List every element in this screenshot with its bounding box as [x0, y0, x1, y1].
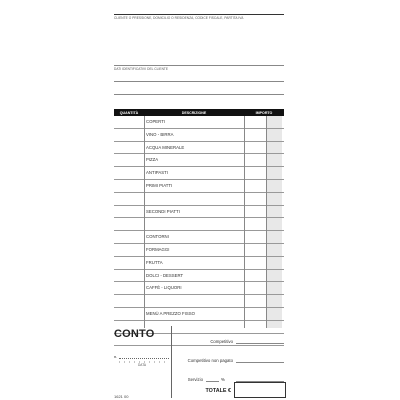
item-label: CONTORNI	[146, 234, 169, 240]
date-line	[119, 358, 169, 359]
date-label: DATA	[138, 363, 147, 367]
competitivo-label: Competitivo	[210, 339, 233, 344]
table-row	[114, 167, 284, 180]
amount-divider	[266, 116, 267, 328]
table-row	[114, 270, 284, 283]
number-label: n.	[114, 354, 118, 359]
description-divider	[244, 116, 245, 328]
table-row	[114, 142, 284, 155]
servizio-percent-line	[206, 381, 219, 382]
table-row	[114, 257, 284, 270]
item-label: FRUTTA	[146, 259, 163, 265]
column-header-amount: IMPORTO	[255, 110, 273, 115]
item-label: FORMAGGI	[146, 246, 170, 252]
client-rule-1	[114, 81, 284, 82]
item-rows	[114, 116, 284, 346]
item-label: COPERTI	[146, 119, 166, 124]
item-label: ANTIPASTI	[146, 170, 168, 176]
issuer-rule	[114, 65, 284, 66]
client-rule-2	[114, 94, 284, 95]
total-box	[234, 382, 286, 398]
table-row	[114, 116, 284, 129]
table-row	[114, 206, 284, 219]
item-label: CAFFÈ - LIQUORI	[146, 285, 182, 291]
totals-box	[171, 326, 285, 398]
table-row	[114, 231, 284, 244]
percent-sign: %	[221, 377, 225, 382]
issuer-caption: CLIENTE O PRESSIONE, DOMICILIO O RESIDENZA, CODICE FISCALE, PARTITA IVA	[114, 15, 244, 20]
item-label: SECONDI PIATTI	[146, 208, 180, 214]
table-row	[114, 129, 284, 142]
restaurant-bill-form	[114, 14, 284, 399]
competitivo-non-pagato-line	[236, 362, 284, 363]
table-row	[114, 295, 284, 308]
table-row	[114, 193, 284, 206]
table-row	[114, 180, 284, 193]
table-row	[114, 244, 284, 257]
total-label: TOTALE €	[205, 388, 231, 394]
column-header-qty: QUANTITÀ	[119, 110, 139, 115]
item-label: PIZZA	[146, 157, 159, 163]
column-header-description: DESCRIZIONE	[181, 110, 207, 115]
bill-title: CONTO	[114, 328, 155, 340]
item-label: VINO - BIRRA	[146, 131, 174, 137]
client-caption: DATI IDENTIFICATIVI DEL CLIENTE	[114, 67, 169, 71]
table-row	[114, 282, 284, 295]
form-code: 1621 00	[114, 394, 129, 399]
item-label: PRIMI PIATTI	[146, 182, 173, 188]
item-label: ACQUA MINERALE	[146, 144, 185, 150]
qty-divider	[144, 116, 145, 328]
table-row	[114, 154, 284, 167]
servizio-label: Servizio	[187, 377, 203, 382]
competitivo-line	[236, 343, 284, 344]
item-label: DOLCI - DESSERT	[146, 272, 184, 278]
competitivo-non-pagato-label: Competitivo non pagato	[187, 358, 233, 363]
table-row	[114, 308, 284, 321]
item-label: MENÙ A PREZZO FISSO	[146, 310, 195, 316]
table-header	[114, 109, 284, 116]
table-row	[114, 218, 284, 231]
